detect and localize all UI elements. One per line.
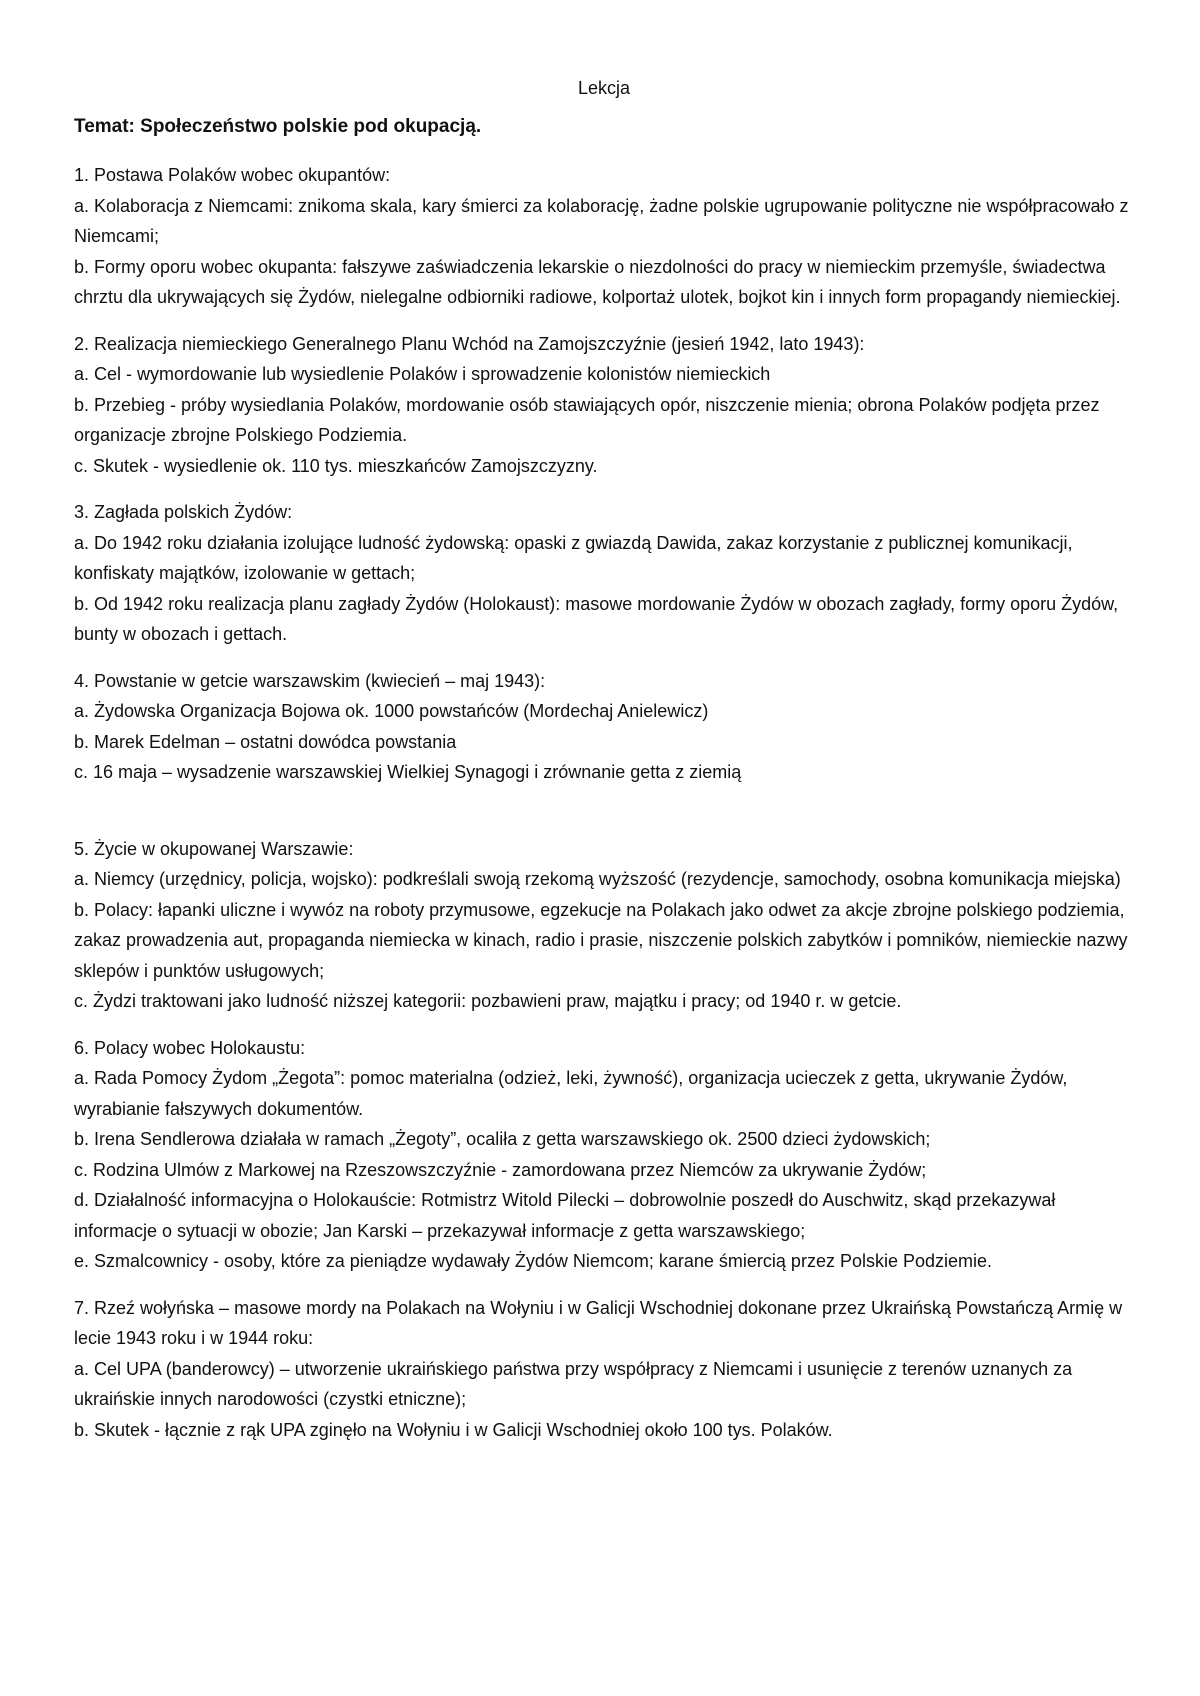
section-7 bbox=[74, 1293, 1134, 1446]
section-item: d. Działalność informacyjna o Holokauście: Rotmistrz Witold Pilecki – dobrowolnie poszedł do Auschwitz, skąd przekazywał informacje o sytuacji w obozie; Jan Karski – przekazywał informacje z getta warszawskiego; bbox=[74, 1190, 1056, 1241]
section-4 bbox=[74, 666, 1134, 788]
section-item: a. Cel - wymordowanie lub wysiedlenie Polaków i sprowadzenie kolonistów niemieckich bbox=[74, 364, 771, 384]
section-heading: 3. Zagłada polskich Żydów: bbox=[74, 502, 293, 522]
section-item: c. Żydzi traktowani jako ludność niższej kategorii: pozbawieni praw, majątku i pracy; od 1940 r. w getcie. bbox=[74, 991, 902, 1011]
document-page bbox=[74, 76, 1134, 1461]
section-2 bbox=[74, 329, 1134, 482]
section-item: b. Irena Sendlerowa działała w ramach „Żegoty”, ocaliła z getta warszawskiego ok. 2500 dzieci żydowskich; bbox=[74, 1129, 931, 1149]
section-item: a. Cel UPA (banderowcy) – utworzenie ukraińskiego państwa przy współpracy z Niemcami i usunięcie z terenów uznanych za ukraińskie innych narodowości (czystki etniczne); bbox=[74, 1358, 1073, 1409]
section-item: a. Rada Pomocy Żydom „Żegota”: pomoc materialna (odzież, leki, żywność), organizacja ucieczek z getta, ukrywanie Żydów, wyrabianie fałszywych dokumentów. bbox=[74, 1068, 1068, 1119]
section-item: a. Niemcy (urzędnicy, policja, wojsko): podkreślali swoją rzekomą wyższość (rezydencje, samochody, osobna komunikacja miejska) bbox=[74, 869, 1121, 889]
section-6 bbox=[74, 1033, 1134, 1277]
section-item: e. Szmalcownicy - osoby, które za pieniądze wydawały Żydów Niemcom; karane śmiercią przez Polskie Podziemie. bbox=[74, 1251, 993, 1271]
section-item: b. Skutek - łącznie z rąk UPA zginęło na Wołyniu i w Galicji Wschodniej około 100 tys. Polaków. bbox=[74, 1419, 833, 1440]
section-heading: 1. Postawa Polaków wobec okupantów: bbox=[74, 165, 391, 185]
section-item: b. Formy oporu wobec okupanta: fałszywe zaświadczenia lekarskie o niezdolności do pracy w niemieckim przemyśle, świadectwa chrztu dla ukrywających się Żydów, nielegalne odbiorniki radiowe, kolportaż ulotek, bojkot kin i innych form propagandy niemieckiej. bbox=[74, 256, 1121, 307]
section-item: b. Przebieg - próby wysiedlania Polaków, mordowanie osób stawiających opór, niszczenie mienia; obrona Polaków podjęta przez organizacje zbrojne Polskiego Podziemia. bbox=[74, 394, 1100, 445]
section-3 bbox=[74, 497, 1134, 650]
section-heading: 4. Powstanie w getcie warszawskim (kwiecień – maj 1943): bbox=[74, 670, 546, 691]
section-item: a. Do 1942 roku działania izolujące ludność żydowską: opaski z gwiazdą Dawida, zakaz korzystanie z publicznej komunikacji, konfiskaty majątków, izolowanie w gettach; bbox=[74, 532, 1073, 583]
section-item: b. Od 1942 roku realizacja planu zagłady Żydów (Holokaust): masowe mordowanie Żydów w obozach zagłady, formy oporu Żydów, bunty w obozach i gettach. bbox=[74, 593, 1119, 644]
section-heading: 2. Realizacja niemieckiego Generalnego Planu Wchód na Zamojszczyźnie (jesień 1942, lato 1943): bbox=[74, 333, 865, 354]
section-item: a. Żydowska Organizacja Bojowa ok. 1000 powstańców (Mordechaj Anielewicz) bbox=[74, 701, 709, 721]
section-5 bbox=[74, 834, 1134, 1017]
section-1 bbox=[74, 160, 1134, 313]
section-item: c. Rodzina Ulmów z Markowej na Rzeszowszczyźnie - zamordowana przez Niemców za ukrywanie Żydów; bbox=[74, 1159, 927, 1180]
section-item: b. Polacy: łapanki uliczne i wywóz na roboty przymusowe, egzekucje na Polakach jako odwet za akcje zbrojne polskiego podziemia, zakaz prowadzenia aut, propaganda niemiecka w kinach, radio i prasie, niszczenie polskich zabytków i pomników, niemieckie nazwy sklepów i punktów usługowych; bbox=[74, 899, 1128, 981]
section-heading: 5. Życie w okupowanej Warszawie: bbox=[74, 838, 354, 859]
section-item: b. Marek Edelman – ostatni dowódca powstania bbox=[74, 731, 457, 752]
section-item: c. 16 maja – wysadzenie warszawskiej Wielkiej Synagogi i zrównanie getta z ziemią bbox=[74, 762, 742, 782]
section-item: c. Skutek - wysiedlenie ok. 110 tys. mieszkańców Zamojszczyzny. bbox=[74, 455, 598, 476]
section-item: a. Kolaboracja z Niemcami: znikoma skala, kary śmierci za kolaborację, żadne polskie ugrupowanie polityczne nie współpracowało z Niemcami; bbox=[74, 195, 1129, 246]
document-title: Lekcja bbox=[577, 78, 631, 98]
section-heading: 6. Polacy wobec Holokaustu: bbox=[74, 1037, 306, 1058]
lesson-topic: Temat: Społeczeństwo polskie pod okupacją. bbox=[74, 116, 482, 137]
section-heading: 7. Rzeź wołyńska – masowe mordy na Polakach na Wołyniu i w Galicji Wschodniej dokonane przez Ukraińską Powstańczą Armię w lecie 1943 roku i w 1944 roku: bbox=[74, 1297, 1123, 1348]
